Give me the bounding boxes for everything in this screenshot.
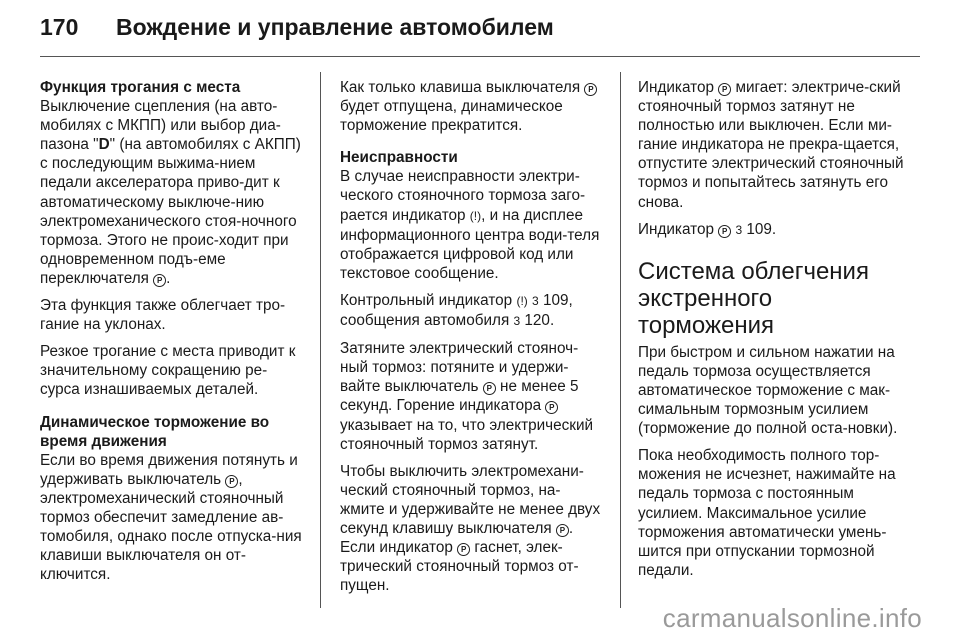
text: будет отпущена, динамическое торможение прекратится. [340,98,563,135]
header-divider [40,56,920,57]
text: Если во время движения потянуть и удерживать выключатель [40,451,298,488]
parking-brake-icon: P [225,475,238,488]
paragraph: При быстром и сильном нажатии на педаль тормоза осуществляется автоматическое торможение с мак-симальным тормозным усилием (торможение до полной оста-новки). [638,343,898,438]
watermark: carmanualsonline.info [662,603,922,633]
text: Индикатор [638,79,719,96]
paragraph [40,451,302,585]
text: указывает на то, что электрический стояночный тормоз затянут. [340,416,594,453]
paragraph [340,462,602,596]
text: В случае неисправности электри-ческого стояночного тормоза заго-рается индикатор [340,168,586,224]
text: 109, сообщения автомобиля [340,291,573,330]
text: Чтобы выключить электромехани-ческий стояночный тормоз, на-жмите и удерживайте не менее двух секунд клавишу выключателя [340,462,601,537]
page-number: 170 [40,14,79,40]
paragraph [340,291,602,331]
gear-d-label: D [98,136,110,154]
text: не менее 5 секунд. Горение индикатора [340,378,579,415]
column-2 [340,78,602,603]
page-reference-arrow-icon: 3 [532,293,539,308]
paragraph [340,78,602,135]
text: 109. [742,220,777,238]
text: Индикатор [638,220,719,238]
parking-brake-icon: P [556,524,569,537]
paragraph [638,78,904,212]
paragraph: Эта функция также облегчает тро-гание на уклонах. [40,297,286,334]
paragraph [40,97,302,288]
text: Как только клавиша выключателя [340,79,585,96]
parking-brake-icon: P [545,401,558,414]
page-title: Вождение и управление автомобилем [116,14,554,40]
text: гаснет, элек-трический стояночный тормоз от-пущен. [340,539,579,595]
parking-brake-icon: P [718,225,731,238]
parking-brake-icon: P [153,274,166,287]
parking-brake-icon: P [718,83,731,96]
paragraph: Пока необходимость полного тор-можения не исчезнет, нажимайте на педаль тормоза с постоянным усилием. Максимальное усилие торможения автоматически умень-шится при отпускании тормозной педали. [638,447,896,579]
text: " (на автомобилях с АКПП) с последующим выжима-нием педали акселератора приво-дит к автоматическому выключе-нию электромеханического стоя-ночного тормоза. Этого не проис-ходит при одновременном подъ-еме переключателя [40,136,301,287]
text: , электромеханический стояночный тормоз обеспечит замедление ав-томобиля, однако после отпуска-ния клавиши выключателя он от-ключится. [40,470,302,584]
text: Контрольный индикатор [340,291,517,309]
column-divider-1 [320,72,321,608]
paragraph [340,339,602,454]
parking-brake-icon: P [584,83,597,96]
text: мигает: электриче-ский стояночный тормоз затянут не полностью или выключен. Если ми-гание индикатора не прекра-щается, отпустите электрический стояночный тормоз и попытайтесь затянуть его снова. [638,79,904,211]
paragraph [638,220,904,240]
column-3 [638,78,904,588]
page-reference-arrow-icon: 3 [735,222,743,237]
text: . [166,269,171,287]
page-reference-arrow-icon: 3 [513,314,521,329]
parking-brake-icon: P [483,382,496,395]
paragraph [340,167,602,283]
parking-brake-icon: P [457,543,470,556]
text: , и на дисплее информационного центра води-теля отображается цифровой код или текстовое сообщение. [340,206,600,282]
text: . Если индикатор [340,519,574,557]
warning-indicator-icon: (!) [469,208,482,223]
text: 120. [520,312,555,330]
text: Затяните электрический стояноч-ный тормоз: потяните и удержи-вайте выключатель [340,340,579,396]
warning-indicator-icon: (!) [516,293,528,308]
section-title-malfunctions: Неисправности [340,149,458,167]
section-title-start-assist: Функция трогания с места [40,79,241,96]
column-1 [40,78,302,592]
page-header [40,14,920,48]
section-title-dynamic-braking: Динамическое торможение во время движения [40,413,270,450]
paragraph: Резкое трогание с места приводит к значительному сокращению ре-сурса изнашиваемых деталей. [40,343,296,399]
text: Выключение сцепления (на авто-мобилях с МКПП) или выбор диа-пазона " [40,98,281,154]
section-heading-emergency-brake-assist: Система облегчения экстренного торможения [638,257,869,339]
column-divider-2 [620,72,621,608]
